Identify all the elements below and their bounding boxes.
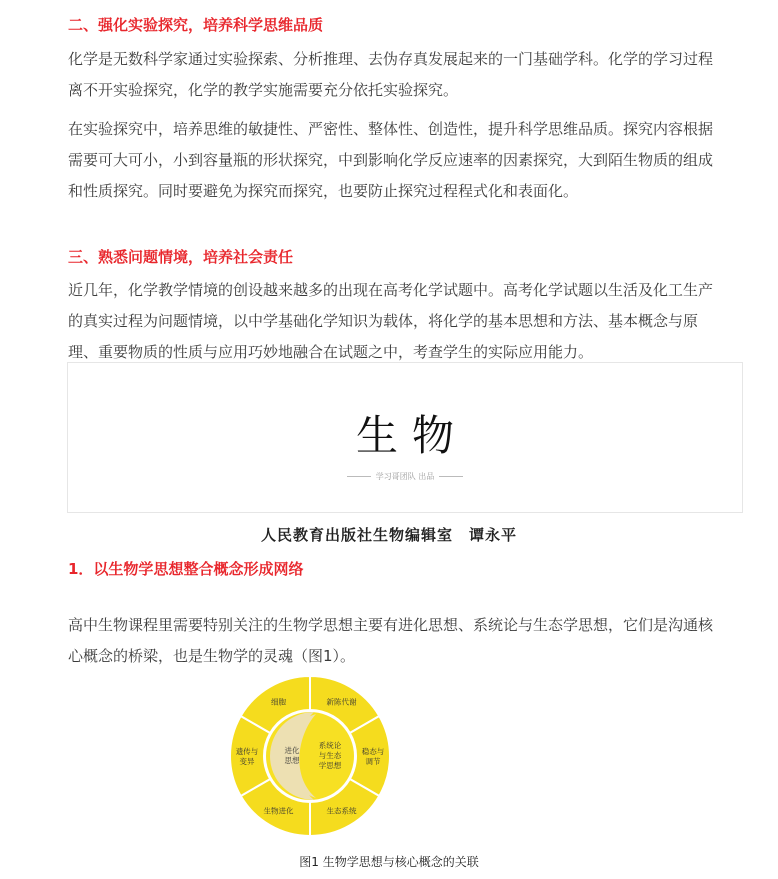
section2-paragraph-1 bbox=[68, 44, 748, 106]
text-line: 在实验探究中，培养思维的敏捷性、严密性、整体性、创造性，提升科学思维品质。探究内容根据 bbox=[68, 120, 714, 138]
segment-label: 变异 bbox=[239, 757, 255, 766]
bio-paragraph-1 bbox=[68, 610, 748, 672]
text-line: 需要可大可小，小到容量瓶的形状探究，中到影响化学反应速率的因素探究，大到陌生物质的组成 bbox=[68, 151, 714, 169]
text-line: 化学是无数科学家通过实验探索、分析推理、去伪存真发展起来的一门基础学科。化学的学习过程 bbox=[68, 50, 714, 68]
segment-label: 调节 bbox=[365, 757, 381, 766]
text-line: 理、重要物质的性质与应用巧妙地融合在试题之中，考查学生的实际应用能力。 bbox=[68, 343, 594, 361]
inner-left-label: 进化 bbox=[284, 746, 300, 755]
banner-title: 生物 bbox=[355, 411, 468, 460]
text-line: 和性质探究。同时要避免为探究而探究，也要防止探究过程程式化和表面化。 bbox=[68, 182, 579, 200]
figure-caption: 图1 生物学思想与核心概念的关联 bbox=[299, 855, 479, 869]
divider bbox=[347, 476, 371, 477]
author-byline: 人民教育出版社生物编辑室 谭永平 bbox=[260, 526, 517, 544]
inner-right-label: 系统论 bbox=[318, 741, 342, 750]
inner-right-label: 与生态 bbox=[318, 751, 342, 760]
segment-label: 新陈代谢 bbox=[326, 697, 357, 707]
subject-banner bbox=[67, 362, 743, 513]
inner-left-label: 思想 bbox=[284, 756, 300, 765]
text-line: 高中生物课程里需要特别关注的生物学思想主要有进化思想、系统论与生态学思想，它们是沟通核 bbox=[68, 616, 714, 634]
text-line: 心概念的桥梁，也是生物学的灵魂（图1）。 bbox=[68, 647, 356, 665]
text-line: 离不开实验探究，化学的教学实施需要充分依托实验探究。 bbox=[68, 81, 459, 99]
concept-ring-diagram bbox=[215, 670, 405, 840]
segment-label: 细胞 bbox=[271, 697, 286, 707]
segment-label: 生态系统 bbox=[326, 806, 357, 816]
segment-label: 生物进化 bbox=[263, 806, 294, 816]
section2-heading: 二、强化实验探究，培养科学思维品质 bbox=[68, 16, 324, 34]
inner-right-label: 学思想 bbox=[318, 761, 342, 770]
segment-label: 遗传与 bbox=[235, 747, 259, 756]
section3-paragraph-1 bbox=[68, 275, 748, 368]
banner-subtitle bbox=[68, 471, 742, 482]
divider bbox=[439, 476, 463, 477]
section2-paragraph-2 bbox=[68, 114, 748, 207]
bio-heading: 1．以生物学思想整合概念形成网络 bbox=[68, 560, 304, 578]
banner-subtitle-text: 学习哥团队 出品 bbox=[375, 472, 435, 481]
segment-label: 稳态与 bbox=[361, 747, 385, 756]
section3-heading: 三、熟悉问题情境，培养社会责任 bbox=[68, 248, 294, 266]
text-line: 近几年，化学教学情境的创设越来越多的出现在高考化学试题中。高考化学试题以生活及化工生产 bbox=[68, 281, 714, 299]
text-line: 的真实过程为问题情境，以中学基础化学知识为载体，将化学的基本思想和方法、基本概念与原 bbox=[68, 312, 699, 330]
